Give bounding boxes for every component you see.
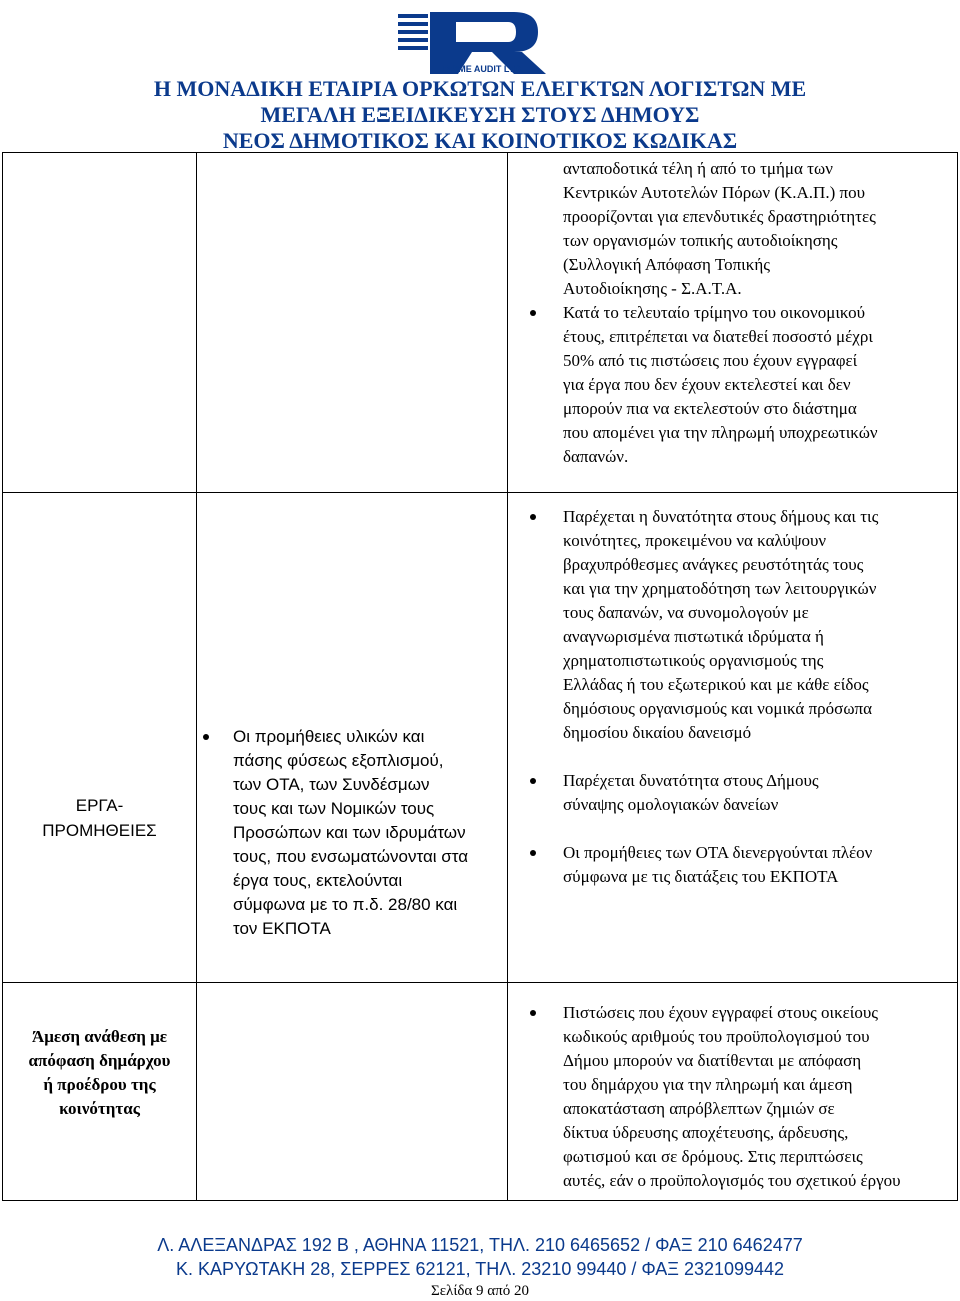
text-line: Προσώπων και των ιδρυμάτων: [233, 823, 466, 842]
text-line: Κατά το τελευταίο τρίμηνο του οικονομικού: [563, 303, 866, 322]
footer-address-serres: Κ. ΚΑΡΥΩΤΑΚΗ 28, ΣΕΡΡΕΣ 62121, ΤΗΛ. 23210 99440 / ΦΑΞ 2321099442: [175, 1259, 785, 1279]
middle-cell: [197, 493, 508, 983]
bullet-icon: [530, 310, 536, 316]
text-line: αναγνωρισμένα πιστωτικά ιδρύματα ή: [563, 627, 824, 646]
text-line: Πιστώσεις που έχουν εγγραφεί στους οικείους: [563, 1003, 879, 1022]
text-line: αυτές, εάν ο προϋπολογισμός του σχετικού έργου: [563, 1171, 901, 1190]
table-row: [3, 493, 958, 983]
footer-address-athens: Λ. ΑΛΕΞΑΝΔΡΑΣ 192 Β , ΑΘΗΝΑ 11521, ΤΗΛ. 210 6465652 / ΦΑΞ 210 6462477: [157, 1235, 803, 1255]
text-line: αποκατάσταση απρόβλεπτων ζημιών σε: [563, 1099, 835, 1118]
text-line: Οι προμήθειες υλικών και: [233, 727, 425, 746]
prime-audit-logo-icon: [396, 8, 556, 76]
text-line: βραχυπρόθεσμες ανάγκες ρευστότητάς τους: [563, 555, 864, 574]
text-line: που απομένει για την πληρωμή υποχρεωτικών: [563, 423, 878, 442]
text-line: για έργα που δεν έχουν εκτελεστεί και δεν: [563, 375, 851, 394]
text-line: του δημάρχου για την πληρωμή και άμεση: [563, 1075, 853, 1094]
logo-caption: PRIME AUDIT LTD: [443, 64, 521, 74]
header-title-line-1: Η ΜΟΝΑΔΙΚΗ ΕΤΑΙΡΙΑ ΟΡΚΩΤΩΝ ΕΛΕΓΚΤΩΝ ΛΟΓΙΣΤΩΝ ΜΕ: [153, 76, 807, 101]
text-line: των οργανισμών τοπικής αυτοδιοίκησης: [563, 231, 838, 250]
list-item: [563, 769, 947, 817]
category-label-line: ή προέδρου της: [43, 1075, 156, 1094]
middle-cell-empty: [197, 153, 508, 493]
text-line: χρηματοπιστωτικούς οργανισμούς της: [563, 651, 824, 670]
middle-cell-empty: [197, 983, 508, 1201]
category-label-line: απόφαση δημάρχου: [28, 1051, 171, 1070]
text-line: Αυτοδιοίκησης - Σ.Α.Τ.Α.: [563, 279, 742, 298]
text-line: Δήμου μπορούν να διατίθενται με απόφαση: [563, 1051, 862, 1070]
text-line: σύμφωνα με τις διατάξεις του ΕΚΠΟΤΑ: [563, 867, 839, 886]
text-line: Παρέχεται δυνατότητα στους Δήμους: [563, 771, 819, 790]
text-line: έργα τους, εκτελούνται: [233, 871, 403, 890]
bullet-icon: [530, 514, 536, 520]
text-line: τον ΕΚΠΟΤΑ: [233, 919, 331, 938]
bullet-icon: [203, 734, 209, 740]
bullet-icon: [530, 1010, 536, 1016]
details-cell: [508, 153, 958, 493]
category-cell: [3, 983, 197, 1201]
category-label-line: κοινότητας: [59, 1099, 140, 1118]
content-table: [2, 152, 957, 1200]
text-line: κωδικούς αριθμούς του προϋπολογισμού του: [563, 1027, 870, 1046]
text-line: και για την χρηματοδότηση των λειτουργικών: [563, 579, 877, 598]
list-item: [563, 841, 947, 889]
category-cell-empty: [3, 153, 197, 493]
text-line: των ΟΤΑ, των Συνδέσμων: [233, 775, 430, 794]
continuation-text: [563, 157, 947, 301]
text-line: δημόσιους οργανισμούς και νομικά πρόσωπα: [563, 699, 872, 718]
text-line: τους, που ενσωματώνονται στα: [233, 847, 469, 866]
text-line: (Συλλογική Απόφαση Τοπικής: [563, 255, 770, 274]
bullet-icon: [530, 778, 536, 784]
text-line: Οι προμήθειες των ΟΤΑ διενεργούνται πλέον: [563, 843, 873, 862]
company-logo: [396, 8, 556, 76]
category-cell: [3, 493, 197, 983]
text-line: Ελλάδας ή του εξωτερικού και με κάθε είδος: [563, 675, 869, 694]
text-line: 50% από τις πιστώσεις που έχουν εγγραφεί: [563, 351, 858, 370]
text-line: μπορούν πια να εκτελεστούν στο διάστημα: [563, 399, 857, 418]
list-item: [563, 505, 947, 745]
text-line: πάσης φύσεως εξοπλισμού,: [233, 751, 444, 770]
text-line: κοινότητες, προκειμένου να καλύψουν: [563, 531, 827, 550]
text-line: προορίζονται για επενδυτικές δραστηριότητες: [563, 207, 876, 226]
header-title-line-3: ΝΕΟΣ ΔΗΜΟΤΙΚΟΣ ΚΑΙ ΚΟΙΝΟΤΙΚΟΣ ΚΩΔΙΚΑΣ: [222, 128, 738, 153]
text-line: σύμφωνα με το π.δ. 28/80 και: [233, 895, 458, 914]
table-row: [3, 153, 958, 493]
text-line: δημοσίου δικαίου δανεισμό: [563, 723, 752, 742]
list-item: [233, 725, 503, 941]
text-line: σύναψης ομολογιακών δανείων: [563, 795, 779, 814]
details-cell: [508, 493, 958, 983]
category-label-line: ΕΡΓΑ-: [75, 795, 124, 815]
text-line: έτους, επιτρέπεται να διατεθεί ποσοστό μέχρι: [563, 327, 873, 346]
text-line: τους και των Νομικών τους: [233, 799, 435, 818]
header-title-line-2: ΜΕΓΑΛΗ ΕΞΕΙΔΙΚΕΥΣΗ ΣΤΟΥΣ ΔΗΜΟΥΣ: [260, 102, 700, 127]
text-line: τους δαπανών, να συνομολογούν με: [563, 603, 809, 622]
text-line: φωτισμού και σε δρόμους. Στις περιπτώσεις: [563, 1147, 863, 1166]
text-line: ανταποδοτικά τέλη ή από το τμήμα των: [563, 159, 833, 178]
bullet-icon: [530, 850, 536, 856]
text-line: δίκτυα ύδρευσης αποχέτευσης, άρδευσης,: [563, 1123, 849, 1142]
text-line: Παρέχεται η δυνατότητα στους δήμους και τις: [563, 507, 879, 526]
details-cell: [508, 983, 958, 1201]
list-item: [563, 1001, 947, 1193]
page-number: Σελίδα 9 από 20: [431, 1283, 529, 1299]
table-row: [3, 983, 958, 1201]
list-item: [563, 301, 947, 469]
category-label-line: ΠΡΟΜΗΘΕΙΕΣ: [42, 820, 157, 840]
text-line: Κεντρικών Αυτοτελών Πόρων (Κ.Α.Π.) που: [563, 183, 865, 202]
category-label-line: Άμεση ανάθεση με: [31, 1027, 168, 1046]
text-line: δαπανών.: [563, 447, 629, 466]
